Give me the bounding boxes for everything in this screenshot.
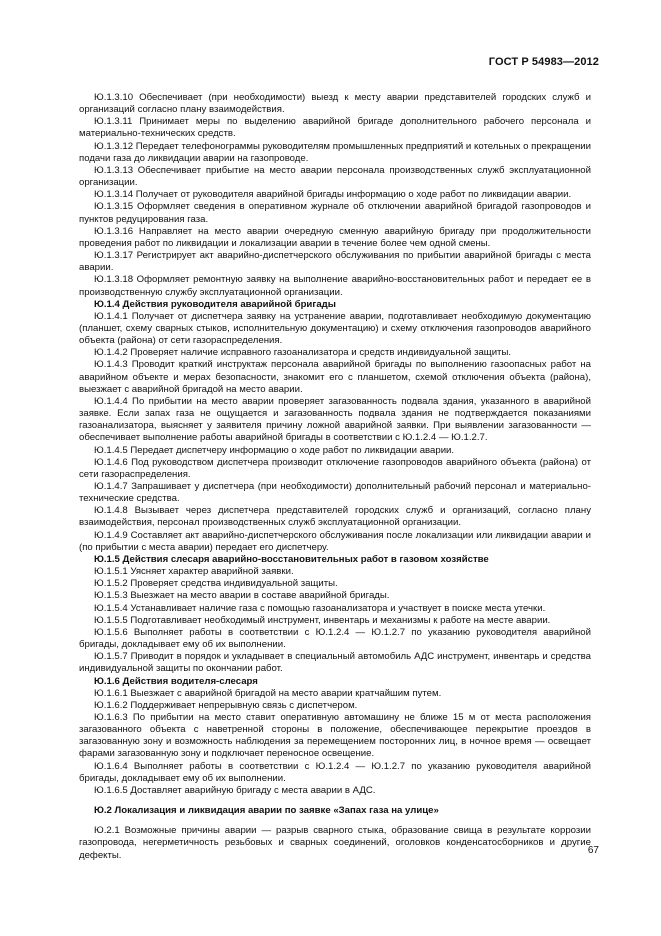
document-body <box>79 92 591 862</box>
paragraph: Ю.1.4.6 Под руководством диспетчера производит отключение газопроводов аварийного объекта (района) от сети газораспределения. <box>79 456 591 480</box>
paragraph: Ю.1.5.6 Выполняет работы в соответствии с Ю.1.2.4 — Ю.1.2.7 по указанию руководителя аварийной бригады, докладывает ему об их выполнении. <box>79 626 591 651</box>
section-heading: Ю.2 Локализация и ликвидация аварии по заявке «Запах газа на улице» <box>94 805 439 817</box>
paragraph: Ю.1.4.4 По прибытии на место аварии проверяет загазованность подвала здания, указанного в аварийной заявке. Если запах газа не ощущается и загазованность подвала здания не подтверждается показаниями газоанализатора, выясняет у заявителя причину ложной аварийной заявки. При выявлении загазованности — обеспечивает выполнение работы аварийной бригады в соответствии с Ю.1.2.4 — Ю.1.2.7. <box>79 395 591 444</box>
paragraph: Ю.1.3.13 Обеспечивает прибытие на место аварии персонала производственных служб эксплуатационной организации. <box>79 164 591 189</box>
paragraph: Ю.1.6.5 Доставляет аварийную бригаду с места аварии в АДС. <box>94 784 376 796</box>
section-heading: Ю.1.5 Действия слесаря аварийно-восстановительных работ в газовом хозяйстве <box>94 553 489 565</box>
paragraph: Ю.2.1 Возможные причины аварии — разрыв сварного стыка, образование свища в результате коррозии газопровода, негерметичность резьбовых и сварных соединений, оголовков конденсатосборников и другие дефекты. <box>79 825 591 861</box>
paragraph: Ю.1.4.3 Проводит краткий инструктаж персонала аварийной бригады по выполнению газоопасных работ на аварийном объекте и мерах безопасности, знакомит его с планшетом, схемой отключения объекта (района), выезжает с аварийной бригадой на место аварии. <box>79 359 591 395</box>
paragraph: Ю.1.3.16 Направляет на место аварии очередную сменную аварийную бригаду при продолжительности проведения работ по ликвидации и локализации аварии в течение более чем одной смены. <box>79 225 591 249</box>
paragraph: Ю.1.3.15 Оформляет сведения в оперативном журнале об отключении аварийной бригадой газопроводов и пунктов редуцирования газа. <box>79 201 591 225</box>
section-heading: Ю.1.4 Действия руководителя аварийной бригады <box>94 298 336 310</box>
paragraph: Ю.1.6.4 Выполняет работы в соответствии с Ю.1.2.4 — Ю.1.2.7 по указанию руководителя аварийной бригады, докладывает ему об их выполнении. <box>79 760 591 784</box>
section-heading: Ю.1.6 Действия водителя-слесаря <box>94 675 258 687</box>
paragraph: Ю.1.4.5 Передает диспетчеру информацию о ходе работ по ликвидации аварии. <box>94 444 455 456</box>
section-spacer <box>79 797 591 805</box>
paragraph: Ю.1.5.1 Уясняет характер аварийной заявки. <box>94 566 294 578</box>
paragraph: Ю.1.5.2 Проверяет средства индивидуальной защиты. <box>94 578 338 590</box>
paragraph: Ю.1.4.7 Запрашивает у диспетчера (при необходимости) дополнительный рабочий персонал и материально-технические средства. <box>79 481 591 505</box>
paragraph: Ю.1.5.4 Устанавливает наличие газа с помощью газоанализатора и участвует в поиске места утечки. <box>94 602 546 614</box>
paragraph: Ю.1.3.18 Оформляет ремонтную заявку на выполнение аварийно-восстановительных работ и передает ее в производственную службу эксплуатационной организации. <box>79 274 591 298</box>
paragraph: Ю.1.6.2 Поддерживает непрерывную связь с диспетчером. <box>94 699 358 711</box>
paragraph: Ю.1.6.3 По прибытии на место ставит оперативную автомашину не ближе 15 м от места расположения загазованного объекта с наветренной стороны в положение, обеспечивающее перекрытие проездов в загазованную зону и возможность наблюдения за перемещением посторонних лиц, в ночное время — освещает фарами загазованную зону и подключает переносное освещение. <box>79 711 591 760</box>
paragraph: Ю.1.3.11 Принимает меры по выделению аварийной бригаде дополнительного рабочего персонала и материально-технических средств. <box>79 116 591 140</box>
paragraph: Ю.1.5.7 Приводит в порядок и укладывает в специальный автомобиль АДС инструмент, инвентарь и средства индивидуальной защиты по окончании работ. <box>79 651 591 675</box>
paragraph: Ю.1.4.9 Составляет акт аварийно-диспетчерского обслуживания после локализации или ликвидации аварии и (по прибытии с места аварии) передает его диспетчеру. <box>79 529 591 553</box>
paragraph: Ю.1.3.17 Регистрирует акт аварийно-диспетчерского обслуживания по прибытии аварийной бригады с места аварии. <box>79 250 591 274</box>
paragraph: Ю.1.4.8 Вызывает через диспетчера представителей городских служб и организаций, согласно плану взаимодействия, персонал производственных служб эксплуатационной организации. <box>79 505 591 529</box>
paragraph: Ю.1.5.5 Подготавливает необходимый инструмент, инвентарь и механизмы к работе на месте аварии. <box>94 614 551 626</box>
paragraph: Ю.1.5.3 Выезжает на место аварии в составе аварийной бригады. <box>94 590 390 602</box>
paragraph: Ю.1.6.1 Выезжает с аварийной бригадой на место аварии кратчайшим путем. <box>94 687 442 699</box>
paragraph: Ю.1.3.12 Передает телефонограммы руководителям промышленных предприятий и котельных о прекращении подачи газа до ликвидации аварии на газопроводе. <box>79 140 591 164</box>
paragraph: Ю.1.4.2 Проверяет наличие исправного газоанализатора и средств индивидуальной защиты. <box>94 347 512 359</box>
paragraph: Ю.1.3.10 Обеспечивает (при необходимости) выезд к месту аварии представителей городских служб и организаций согласно плану взаимодействия. <box>79 92 591 116</box>
document-code-header: ГОСТ Р 54983—2012 <box>488 56 599 68</box>
section-spacer <box>79 817 591 825</box>
paragraph: Ю.1.4.1 Получает от диспетчера заявку на устранение аварии, подготавливает необходимую документацию (планшет, схему сварных стыков, исполнительную документацию) и схему отключения газопроводов аварийного объекта (района) от сети газораспределения. <box>79 310 591 347</box>
page-number: 67 <box>587 845 599 856</box>
paragraph: Ю.1.3.14 Получает от руководителя аварийной бригады информацию о ходе работ по ликвидации аварии. <box>94 189 572 201</box>
